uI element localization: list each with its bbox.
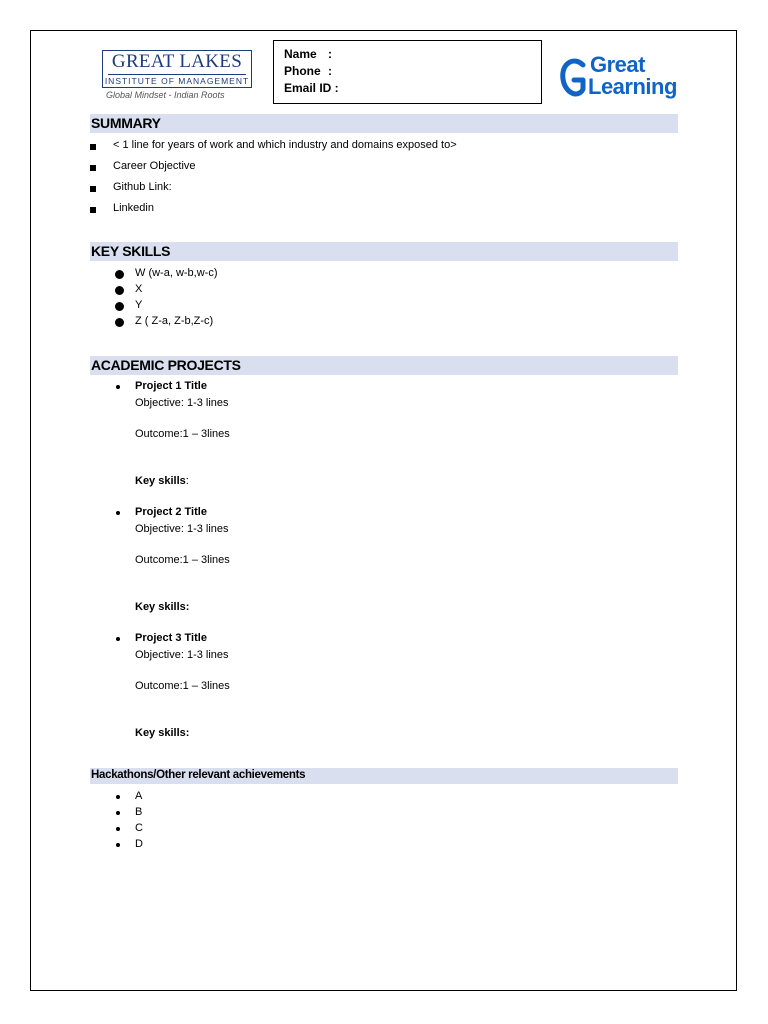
logo-divider: [108, 74, 246, 75]
phone-label: Phone: [284, 64, 321, 78]
contact-email-row: [284, 80, 531, 97]
project-title: Project 2 Title: [135, 506, 207, 518]
achievement-bullet: [116, 827, 120, 831]
brand-line1: Great: [590, 52, 645, 77]
logo-subtitle: INSTITUTE OF MANAGEMENT: [104, 76, 250, 86]
achievement-bullet: [116, 795, 120, 799]
summary-item: Linkedin: [113, 202, 154, 214]
achievement-item: D: [135, 838, 143, 850]
achievement-item: B: [135, 806, 143, 818]
skill-bullet: [115, 270, 124, 279]
phone-colon: :: [328, 64, 332, 78]
hackathons-heading: Hackathons/Other relevant achievements: [91, 769, 306, 781]
project-bullet: [116, 511, 120, 515]
skill-item: Z ( Z-a, Z-b,Z-c): [135, 315, 214, 327]
project-objective: Objective: 1-3 lines: [135, 649, 229, 661]
project-title: Project 1 Title: [135, 380, 207, 392]
skill-item: Y: [135, 299, 143, 311]
summary-item: Github Link:: [113, 181, 172, 193]
achievement-bullet: [116, 843, 120, 847]
key-skills-label: Key skills: [135, 475, 186, 487]
academic-projects-heading: ACADEMIC PROJECTS: [91, 357, 241, 373]
summary-item: Career Objective: [113, 160, 196, 172]
great-learning-logo: [558, 52, 677, 104]
brand-line2: Learning: [588, 74, 677, 99]
achievement-bullet: [116, 811, 120, 815]
name-label: Name: [284, 47, 317, 61]
project-title: Project 3 Title: [135, 632, 207, 644]
logo-title: GREAT LAKES: [111, 51, 243, 72]
name-colon: :: [328, 47, 332, 61]
project-key-skills: Key skills:: [135, 727, 190, 739]
project-bullet: [116, 637, 120, 641]
key-skills-band: [90, 242, 678, 261]
great-lakes-logo: [102, 50, 254, 110]
skill-bullet: [115, 318, 124, 327]
project-bullet: [116, 385, 120, 389]
logo-tagline: Global Mindset - Indian Roots: [106, 90, 225, 100]
summary-heading: SUMMARY: [91, 115, 161, 131]
achievement-item: C: [135, 822, 143, 834]
summary-bullet: [90, 186, 96, 192]
contact-phone-row: [284, 63, 531, 80]
key-skills-colon: :: [185, 475, 189, 487]
project-outcome: Outcome:1 – 3lines: [135, 680, 230, 692]
skill-item: W (w-a, w-b,w-c): [135, 267, 218, 279]
project-objective: Objective: 1-3 lines: [135, 397, 229, 409]
skill-item: X: [135, 283, 143, 295]
summary-item: < 1 line for years of work and which industry and domains exposed to>: [113, 139, 457, 151]
project-outcome: Outcome:1 – 3lines: [135, 428, 230, 440]
project-objective: Objective: 1-3 lines: [135, 523, 229, 535]
summary-bullet: [90, 144, 96, 150]
email-label: Email ID :: [284, 81, 339, 95]
summary-bullet: [90, 165, 96, 171]
key-skills-heading: KEY SKILLS: [91, 243, 171, 259]
project-outcome: Outcome:1 – 3lines: [135, 554, 230, 566]
summary-band: [90, 114, 678, 133]
project-key-skills: [135, 475, 189, 487]
achievement-item: A: [135, 790, 143, 802]
contact-box: [273, 40, 542, 104]
skill-bullet: [115, 302, 124, 311]
contact-name-row: [284, 46, 531, 63]
project-key-skills: Key skills:: [135, 601, 190, 613]
great-learning-g-icon: [558, 56, 588, 100]
skill-bullet: [115, 286, 124, 295]
summary-bullet: [90, 207, 96, 213]
